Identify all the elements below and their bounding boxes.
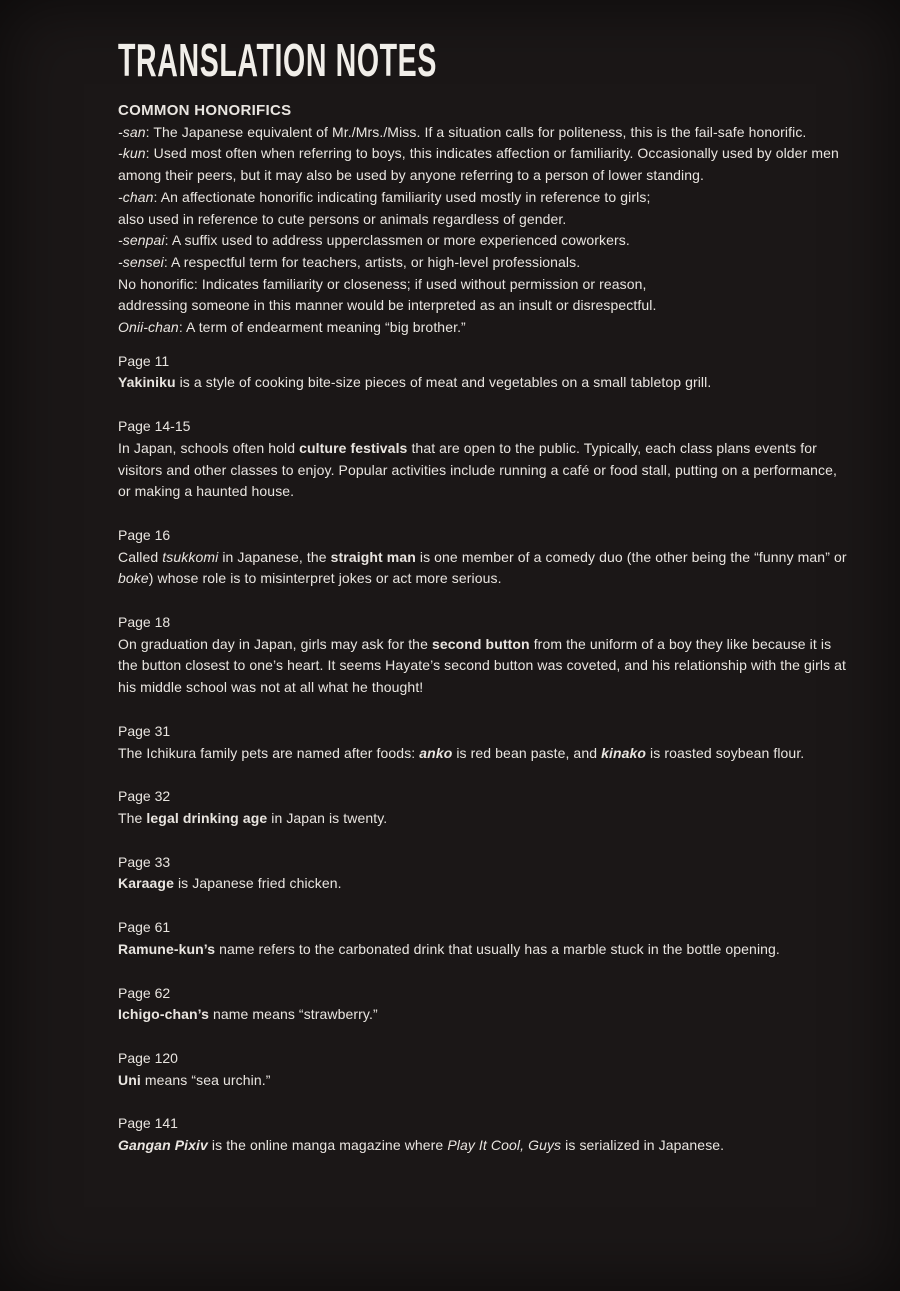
text-segment: is Japanese fried chicken. — [173, 875, 342, 892]
text-segment: anko — [419, 744, 453, 761]
text-segment: means “sea urchin.” — [140, 1071, 271, 1088]
text-segment: is roasted soybean flour. — [646, 744, 805, 761]
text-segment: addressing someone in this manner would be interpreted as an insult or disrespectful. — [118, 297, 657, 314]
note-body — [118, 1004, 853, 1026]
text-segment: tsukkomi — [162, 548, 219, 565]
honorifics-heading: COMMON HONORIFICS — [118, 102, 292, 119]
honorific-entry — [118, 252, 853, 274]
text-segment: : Used most often when referring to boys, this indicates affection or familiarity. Occasionally used by older men among their peers, but it may also be used by anyone referring to a person of lower standing. — [118, 145, 839, 184]
text-segment: Onii-chan — [118, 319, 179, 336]
text-segment: -senpai — [118, 232, 165, 249]
honorifics-body — [118, 122, 853, 339]
text-segment: culture festivals — [299, 439, 408, 456]
note-body — [118, 372, 853, 394]
text-segment: legal drinking age — [146, 809, 268, 826]
note-body — [118, 873, 853, 895]
text-segment: No honorific: Indicates familiarity or closeness; if used without permission or reason, — [118, 275, 647, 292]
note-page-label: Page 120 — [118, 1049, 178, 1066]
note-section — [118, 416, 853, 503]
text-segment: -chan — [118, 188, 154, 205]
text-segment: : An affectionate honorific indicating familiarity used mostly in reference to girls; — [153, 188, 651, 205]
note-page-label: Page 16 — [118, 526, 171, 543]
text-segment: The — [118, 809, 147, 826]
text-segment: name means “strawberry.” — [209, 1006, 378, 1023]
text-segment: Yakiniku — [118, 374, 176, 391]
text-segment: also used in reference to cute persons or animals regardless of gender. — [118, 210, 567, 227]
text-segment: -san — [118, 123, 146, 140]
text-segment: -sensei — [118, 253, 164, 270]
note-body — [118, 438, 853, 503]
text-segment: that are open to the public. Typically, each class plans events for visitors and other classes to enjoy. Popular activities include running a café or food stall, putting on a performance, or making a haunted house. — [118, 439, 838, 500]
text-segment: is the online manga magazine where — [207, 1137, 448, 1154]
note-page-label: Page 18 — [118, 614, 171, 631]
note-body — [118, 1135, 853, 1157]
note-section — [118, 351, 853, 394]
text-segment: is a style of cooking bite-size pieces of meat and vegetables on a small tabletop grill. — [175, 374, 712, 391]
note-page-label: Page 31 — [118, 722, 171, 739]
text-segment: Ramune-kun’s — [118, 940, 216, 957]
note-section — [118, 612, 853, 699]
text-segment: kinako — [601, 744, 647, 761]
note-section — [118, 917, 853, 960]
note-section — [118, 525, 853, 590]
honorific-entry — [118, 187, 853, 230]
text-segment: name refers to the carbonated drink that usually has a marble stuck in the bottle opening. — [215, 940, 780, 957]
note-page-label: Page 33 — [118, 853, 171, 870]
note-body — [118, 939, 853, 961]
honorific-entry — [118, 122, 853, 144]
text-segment: Karaage — [118, 875, 174, 892]
note-body — [118, 808, 853, 830]
text-segment: In Japan, schools often hold — [118, 439, 300, 456]
text-segment: Play It Cool, Guys — [447, 1137, 562, 1154]
notes-sections — [118, 351, 853, 1157]
text-segment: : The Japanese equivalent of Mr./Mrs./Miss. If a situation calls for politeness, this is the fail-safe honorific. — [145, 123, 807, 140]
text-segment: : A term of endearment meaning “big brother.” — [178, 319, 466, 336]
note-body — [118, 1070, 853, 1092]
text-segment: is red bean paste, and — [452, 744, 602, 761]
text-segment: : A suffix used to address upperclassmen or more experienced coworkers. — [164, 232, 630, 249]
text-segment: ) whose role is to misinterpret jokes or act more serious. — [148, 570, 502, 587]
honorific-entry — [118, 317, 853, 339]
text-segment: boke — [118, 570, 149, 587]
text-segment: is one member of a comedy duo (the other being the “funny man” or — [415, 548, 847, 565]
honorific-entry — [118, 274, 853, 317]
note-section — [118, 852, 853, 895]
note-body — [118, 634, 853, 699]
text-segment: straight man — [330, 548, 416, 565]
note-section — [118, 721, 853, 764]
text-segment: Gangan Pixiv — [118, 1137, 208, 1154]
text-segment: Uni — [118, 1071, 141, 1088]
note-page-label: Page 14-15 — [118, 418, 191, 435]
note-body — [118, 743, 853, 765]
text-segment: in Japan is twenty. — [267, 809, 388, 826]
text-segment: The Ichikura family pets are named after foods: — [118, 744, 420, 761]
text-segment: second button — [431, 635, 530, 652]
honorific-entry — [118, 143, 853, 186]
text-segment: -kun — [118, 145, 146, 162]
note-page-label: Page 61 — [118, 919, 171, 936]
text-segment: : A respectful term for teachers, artists, or high-level professionals. — [163, 253, 581, 270]
honorific-entry — [118, 230, 853, 252]
note-section — [118, 786, 853, 829]
text-segment: from the uniform of a boy they like because it is the button closest to one’s heart. It seems Hayate’s second button was coveted, and his relationship with the girls at his middle school was not at all what he thought! — [118, 635, 847, 696]
note-section — [118, 983, 853, 1026]
honorifics-section — [118, 100, 853, 339]
note-page-label: Page 32 — [118, 788, 171, 805]
text-segment: in Japanese, the — [218, 548, 331, 565]
text-segment: Called — [118, 548, 163, 565]
text-segment: On graduation day in Japan, girls may ask for the — [118, 635, 432, 652]
note-page-label: Page 141 — [118, 1115, 178, 1132]
text-segment: is serialized in Japanese. — [561, 1137, 725, 1154]
note-section — [118, 1113, 853, 1156]
note-section — [118, 1048, 853, 1091]
note-page-label: Page 62 — [118, 984, 171, 1001]
note-body — [118, 547, 853, 590]
page-title: TRANSLATION NOTES — [118, 34, 437, 86]
note-page-label: Page 11 — [118, 352, 170, 369]
text-segment: Ichigo-chan’s — [118, 1006, 210, 1023]
